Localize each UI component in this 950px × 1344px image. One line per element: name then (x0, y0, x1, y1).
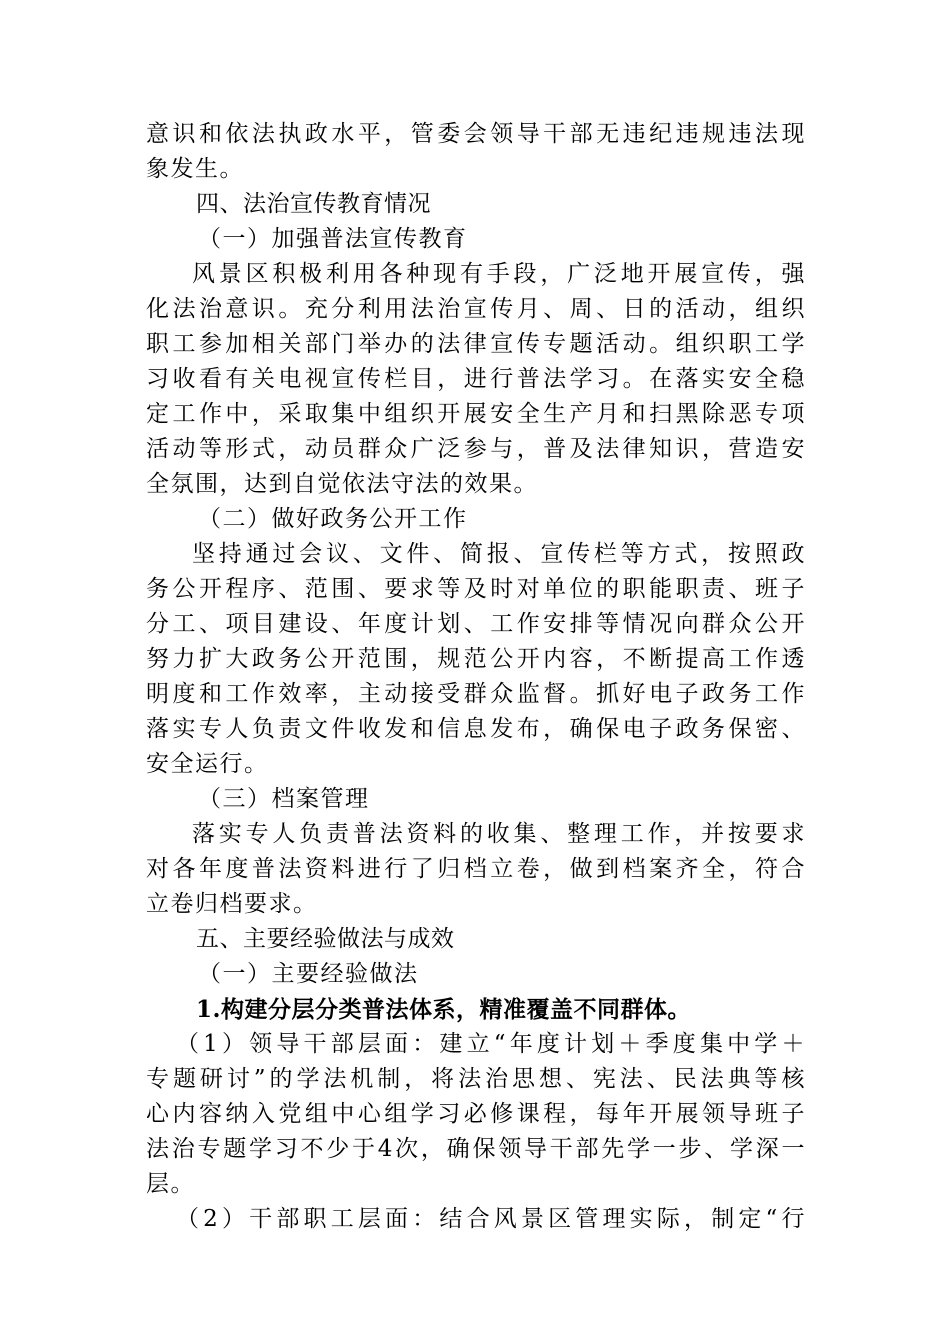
paragraph-line: 全氛围，达到自觉依法守法的效果。 (146, 471, 538, 497)
paragraph-line: 落实专人负责文件收发和信息发布，确保电子政务保密、 (146, 716, 806, 742)
paragraph-line: 象发生。 (146, 156, 244, 182)
subsection-heading: （三）档案管理 (198, 786, 370, 812)
section-heading: 四、法治宣传教育情况 (196, 191, 431, 217)
paragraph-line: 立卷归档要求。 (146, 891, 318, 917)
paragraph-line: 活动等形式，动员群众广泛参与，普及法律知识，营造安 (146, 436, 806, 462)
paragraph-line: 明度和工作效率，主动接受群众监督。抓好电子政务工作 (146, 681, 806, 707)
paragraph-line: 习收看有关电视宣传栏目，进行普法学习。在落实安全稳 (146, 366, 806, 392)
document-page (146, 117, 806, 1237)
section-heading: 五、主要经验做法与成效 (196, 926, 455, 952)
paragraph-line: 专题研讨”的学法机制，将法治思想、宪法、民法典等核 (146, 1066, 806, 1092)
subsection-heading: （二）做好政务公开工作 (198, 506, 468, 532)
paragraph-line: 务公开程序、范围、要求等及时对单位的职能职责、班子 (146, 576, 806, 602)
paragraph-line: 心内容纳入党组中心组学习必修课程，每年开展领导班子 (146, 1101, 806, 1127)
paragraph-line: （2）干部职工层面：结合风景区管理实际，制定“行 (176, 1206, 806, 1232)
paragraph-line: 定工作中，采取集中组织开展安全生产月和扫黑除恶专项 (146, 401, 806, 427)
paragraph-line: 层。 (146, 1171, 195, 1197)
paragraph-line: 意识和依法执政水平，管委会领导干部无违纪违规违法现 (146, 121, 806, 147)
paragraph-line: 坚持通过会议、文件、简报、宣传栏等方式，按照政 (192, 541, 806, 567)
subsection-heading: （一）主要经验做法 (198, 961, 419, 987)
paragraph-line: 风景区积极利用各种现有手段，广泛地开展宣传，强 (192, 261, 806, 287)
paragraph-line: 安全运行。 (146, 751, 269, 777)
paragraph-line: 法治专题学习不少于4次，确保领导干部先学一步、学深一 (146, 1136, 806, 1162)
paragraph-line: 化法治意识。充分利用法治宣传月、周、日的活动，组织 (146, 296, 806, 322)
paragraph-line: 职工参加相关部门举办的法律宣传专题活动。组织职工学 (146, 331, 806, 357)
paragraph-line: 落实专人负责普法资料的收集、整理工作，并按要求 (192, 821, 806, 847)
paragraph-line: 对各年度普法资料进行了归档立卷，做到档案齐全，符合 (146, 856, 806, 882)
paragraph-line: 努力扩大政务公开范围，规范公开内容，不断提高工作透 (146, 646, 806, 672)
subsection-heading: （一）加强普法宣传教育 (198, 226, 468, 252)
paragraph-line: （1）领导干部层面：建立“年度计划＋季度集中学＋ (176, 1031, 806, 1057)
paragraph-line: 分工、项目建设、年度计划、工作安排等情况向群众公开 (146, 611, 806, 637)
bold-point-heading: 1.构建分层分类普法体系，精准覆盖不同群体。 (196, 996, 692, 1023)
